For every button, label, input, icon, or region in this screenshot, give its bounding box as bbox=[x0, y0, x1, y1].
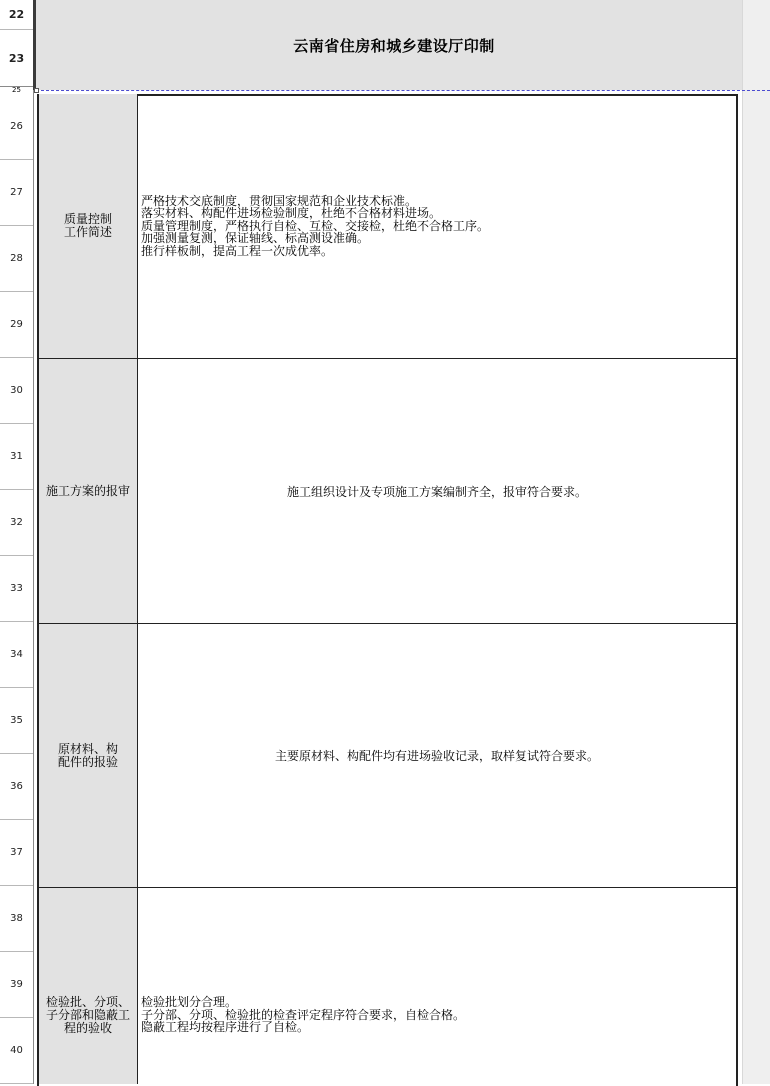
section-label: 质量控制 工作简述 bbox=[63, 212, 112, 239]
content-cell[interactable] bbox=[138, 94, 736, 358]
section-inspection-acceptance bbox=[37, 888, 738, 1084]
row-number-33[interactable]: 33 bbox=[0, 556, 33, 622]
page-break-line bbox=[36, 90, 770, 91]
content-lines bbox=[141, 996, 465, 1034]
content-lines bbox=[141, 195, 489, 258]
label-cell[interactable] bbox=[39, 888, 138, 1084]
content-line: 隐蔽工程均按程序进行了自检。 bbox=[141, 1020, 310, 1035]
row-number-40[interactable]: 40 bbox=[0, 1018, 33, 1084]
content-text: 施工组织设计及专项施工方案编制齐全，报审符合要求。 bbox=[286, 484, 587, 499]
section-materials bbox=[37, 624, 738, 888]
row-number-30[interactable]: 30 bbox=[0, 358, 33, 424]
row-number-22[interactable]: 22 bbox=[0, 0, 33, 30]
row-number-26[interactable]: 26 bbox=[0, 94, 33, 160]
section-quality-control bbox=[37, 94, 738, 359]
section-label: 原材料、构 配件的报验 bbox=[57, 741, 118, 769]
row-number-25[interactable]: 25 bbox=[0, 86, 33, 93]
content-line: 严格技术交底制度，贯彻国家规范和企业技术标准。 bbox=[141, 193, 418, 208]
content-line: 检验批划分合理。 bbox=[141, 995, 238, 1010]
row-number-34[interactable]: 34 bbox=[0, 622, 33, 688]
fill-handle[interactable] bbox=[34, 88, 39, 93]
row-number-36[interactable]: 36 bbox=[0, 754, 33, 820]
row-number-37[interactable]: 37 bbox=[0, 820, 33, 886]
row-number-38[interactable]: 38 bbox=[0, 886, 33, 952]
section-label: 检验批、分项、 子分部和隐蔽工 程的验收 bbox=[45, 994, 130, 1035]
section-construction-plan bbox=[37, 359, 738, 624]
row-number-28[interactable]: 28 bbox=[0, 226, 33, 292]
label-cell[interactable] bbox=[39, 359, 138, 623]
content-line: 加强测量复测，保证轴线、标高测设准确。 bbox=[141, 231, 370, 246]
row-number-23[interactable]: 23 bbox=[0, 30, 33, 88]
label-cell[interactable] bbox=[39, 94, 138, 358]
content-cell[interactable] bbox=[138, 624, 736, 887]
row-number-29[interactable]: 29 bbox=[0, 292, 33, 358]
content-line: 落实材料、构配件进场检验制度，杜绝不合格材料进场。 bbox=[141, 206, 442, 221]
banner bbox=[36, 0, 742, 90]
content-line: 质量管理制度，严格执行自检、互检、交接检，杜绝不合格工序。 bbox=[141, 218, 490, 233]
content-cell[interactable] bbox=[138, 359, 736, 623]
row-number-39[interactable]: 39 bbox=[0, 952, 33, 1018]
content-line: 子分部、分项、检验批的检查评定程序符合要求，自检合格。 bbox=[141, 1007, 466, 1022]
row-number-32[interactable]: 32 bbox=[0, 490, 33, 556]
section-label: 施工方案的报审 bbox=[45, 483, 130, 498]
row-number-27[interactable]: 27 bbox=[0, 160, 33, 226]
banner-title: 云南省住房和城乡建设厅印制 bbox=[293, 36, 495, 55]
scroll-strip[interactable] bbox=[742, 0, 770, 1084]
content-text: 主要原材料、构配件均有进场验收记录，取样复试符合要求。 bbox=[274, 749, 599, 763]
row-number-31[interactable]: 31 bbox=[0, 424, 33, 490]
content-cell[interactable] bbox=[138, 888, 736, 1084]
content-line: 推行样板制，提高工程一次成优率。 bbox=[141, 243, 334, 258]
label-cell[interactable] bbox=[39, 624, 138, 887]
row-number-35[interactable]: 35 bbox=[0, 688, 33, 754]
